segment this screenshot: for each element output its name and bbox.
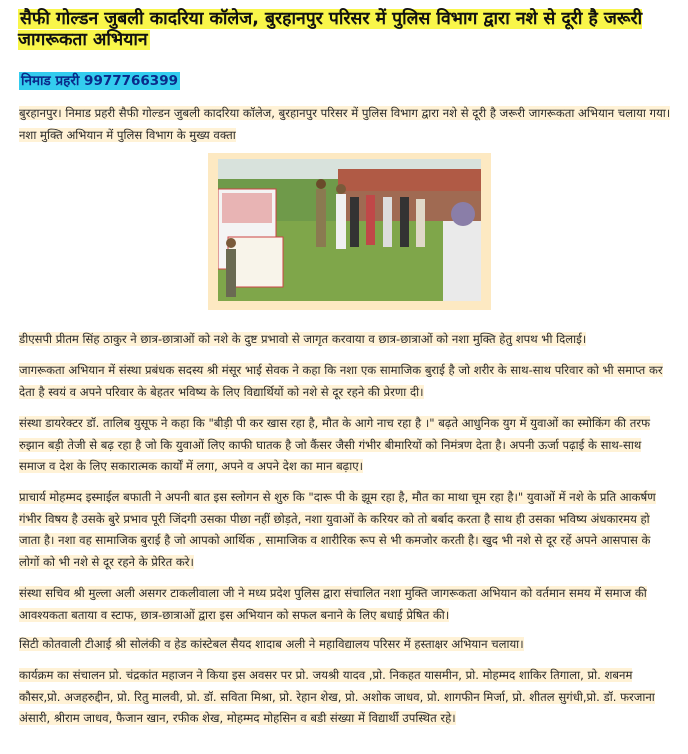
paragraph-text: जागरूकता अभियान में संस्था प्रबंधक सदस्य श्री मंसूर भाई सेवक ने कहा कि नशा एक सामाजिक बुराई है जो शरीर के साथ-साथ परिवार को भी समाप्त कर देता है स्वयं व अपने परिवार के बेहतर भविष्य के लिए विद्यार्थियों को नशे से दूर रहने की प्रेरणा दी। bbox=[19, 363, 663, 399]
paragraph-attendees bbox=[19, 665, 671, 730]
paragraph-text: संस्था सचिव श्री मुल्ला अली असगर टाकलीवाला जी ने मध्य प्रदेश पुलिस द्वारा संचालित नशा मुक्ति जागरूकता अभियान को वर्तमान समय में समाज की आवश्यकता बताया व स्टाफ, छात्र-छात्राओं द्वारा इस अभियान को सफल बनाने के लिए बधाई प्रेषित की। bbox=[19, 586, 647, 622]
paragraph-text: डीएसपी प्रीतम सिंह ठाकुर ने छात्र-छात्राओं को नशे के दुष्ट प्रभावो से जागृत करवाया व छात्र-छात्राओं को नशा मुक्ति हेतु शपथ भी दिलाई। bbox=[19, 332, 587, 346]
article-byline bbox=[19, 72, 180, 90]
paragraph-text: सिटी कोतवाली टीआई श्री सोलंकी व हेड कांस्टेबल सैयद शादाब अली ने महाविद्यालय परिसर में हस्ताक्षर अभियान चलाया। bbox=[19, 637, 524, 651]
paragraph-secretary bbox=[19, 583, 671, 626]
paragraph-dsp bbox=[19, 329, 671, 351]
event-photo bbox=[218, 159, 481, 301]
paragraph-mansoor bbox=[19, 360, 671, 403]
article-headline bbox=[18, 9, 663, 51]
photo-frame bbox=[208, 153, 491, 310]
event-photo-illustration bbox=[218, 159, 481, 301]
paragraph-text: संस्था डायरेक्टर डॉ. तालिब युसूफ ने कहा कि "बीड़ी पी कर खास रहा है, मौत के आगे नाच रहा है ।" बढ़ते आधुनिक युग में युवाओं का स्मोकिंग की तरफ रुझान बड़ी तेजी से बढ़ रहा है जो कि युवाओं लिए काफी घातक है जो कैंसर जैसी गंभीर बीमारियों को निमंत्रण देता है। अपनी ऊर्जा पढ़ाई के साथ-साथ समाज व देश के लिए सकारात्मक कार्यों में लगा, अपने व अपने देश का मान बढ़ाए। bbox=[19, 416, 651, 473]
paragraph-text: प्राचार्य मोहम्मद इस्माईल बफाती ने अपनी बात इस स्लोगन से शुरु कि "दारू पी के झूम रहा है, मौत का माथा चूम रहा है।" युवाओं में नशे के प्रति आकर्षण गंभीर विषय है उसके बुरे प्रभाव पूरी जिंदगी उसका पीछा नहीं छोड़ते, नशा युवाओं के करियर को तो बर्बाद करता है साथ ही उसका भविष्य अंधकारमय हो जाता है। नशा वह सामाजिक बुराई है जो आपको आर्थिक , सामाजिक व शारीरिक रूप से भी कमजोर करती है। खुद भी नशे से दूर रहें अपने आसपास के लोगों को भी नशे से दूर रहने के प्रेरित करे। bbox=[19, 490, 656, 569]
headline-text: सैफी गोल्डन जुबली कादरिया कॉलेज, बुरहानपुर परिसर में पुलिस विभाग द्वारा नशे से दूरी है जरूरी जागरूकता अभियान bbox=[18, 9, 643, 50]
paragraph-text: बुरहानपुर। निमाड प्रहरी सैफी गोल्डन जुबली कादरिया कॉलेज, बुरहानपुर परिसर में पुलिस विभाग द्वारा नशे से दूरी है जरूरी जागरूकता अभियान चलाया गया। नशा मुक्ति अभियान में पुलिस विभाग के मुख्य वक्ता bbox=[19, 106, 671, 142]
paragraph-signature-campaign bbox=[19, 634, 671, 656]
paragraph-text: कार्यक्रम का संचालन प्रो. चंद्रकांत महाजन ने किया इस अवसर पर प्रो. जयश्री यादव ,प्रो. निकहत यासमीन, प्रो. मोहम्मद शाकिर तिगाला, प्रो. शबनम कौसर,प्रो. अजहरुद्दीन, प्रो. रितु मालवी, प्रो. डॉ. सविता मिश्रा, प्रो. रेहान शेख, प्रो. अशोक जाधव, प्रो. शागफीन मिर्जा, प्रो. शीतल सुगंधी,प्रो. डॉ. फरजाना अंसारी, श्रीराम जाधव, फैजान खान, रफीक शेख, मोहम्मद मोहसिन व बडी संख्या में विद्यार्थी उपस्थित रहे। bbox=[19, 668, 655, 725]
paragraph-principal bbox=[19, 487, 671, 573]
paragraph-director bbox=[19, 413, 671, 478]
byline-text: निमाड प्रहरी 9977766399 bbox=[21, 73, 178, 89]
paragraph-intro bbox=[19, 103, 671, 146]
